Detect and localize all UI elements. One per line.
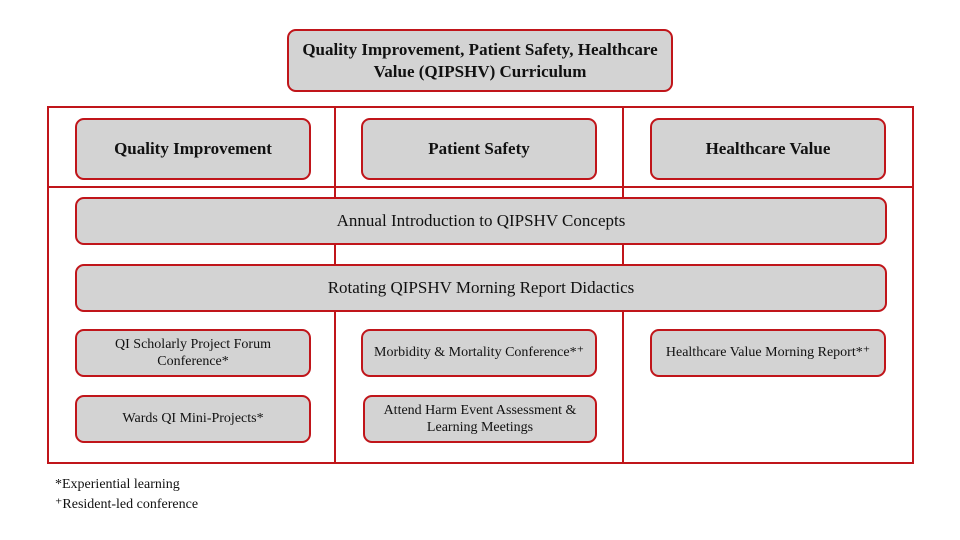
frame-top (47, 106, 914, 108)
morbidity-mortality-box: Morbidity & Mortality Conference*⁺ (361, 329, 597, 377)
qi-scholarly-forum-box: QI Scholarly Project Forum Conference* (75, 329, 311, 377)
wards-qi-mini-projects-box: Wards QI Mini-Projects* (75, 395, 311, 443)
frame-bottom (47, 462, 914, 464)
annual-introduction-box: Annual Introduction to QIPSHV Concepts (75, 197, 887, 245)
legend-resident-led: ⁺Resident-led conference (55, 497, 199, 512)
legend-experiential-learning: *Experiential learning (55, 477, 180, 492)
column-header-healthcare-value: Healthcare Value (650, 118, 886, 180)
column-header-patient-safety: Patient Safety (361, 118, 597, 180)
curriculum-title: Quality Improvement, Patient Safety, Healthcare Value (QIPSHV) Curriculum (287, 29, 673, 92)
harm-event-meetings-box: Attend Harm Event Assessment & Learning Meetings (363, 395, 597, 443)
frame-left (47, 106, 49, 464)
frame-header-divider (47, 186, 914, 188)
healthcare-value-morning-report-box: Healthcare Value Morning Report*⁺ (650, 329, 886, 377)
morning-report-didactics-box: Rotating QIPSHV Morning Report Didactics (75, 264, 887, 312)
frame-right (912, 106, 914, 464)
column-header-quality-improvement: Quality Improvement (75, 118, 311, 180)
